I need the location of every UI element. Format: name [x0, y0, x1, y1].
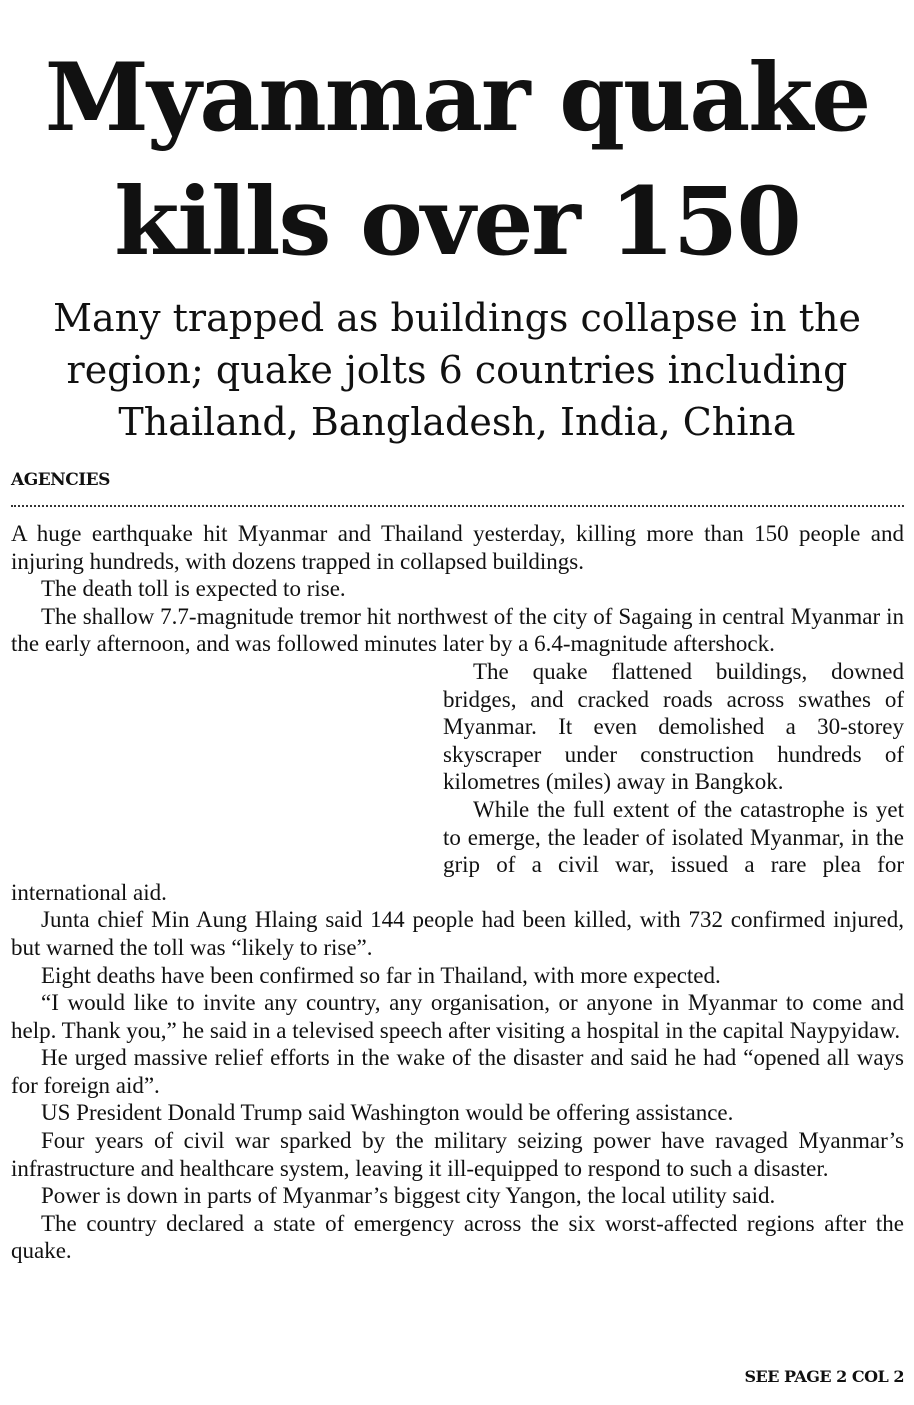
paragraph-13: The country declared a state of emergency across the six worst-affected regions after the quake.: [11, 1210, 904, 1264]
subheadline: [10, 292, 904, 448]
paragraph-10: US President Donald Trump said Washington would be offering assistance.: [41, 1100, 734, 1126]
headline-line-1: Myanmar quake: [44, 43, 870, 153]
headline: [10, 36, 904, 284]
headline-line-2: kills over 150: [114, 167, 800, 277]
paragraph-7: Eight deaths have been confirmed so far in Thailand, with more expected.: [41, 962, 721, 988]
dotted-divider: [11, 505, 904, 507]
paragraph-12: Power is down in parts of Myanmar’s biggest city Yangon, the local utility said.: [41, 1183, 776, 1209]
paragraph-3: [11, 603, 904, 658]
paragraph-5: While the full extent of the catastrophe is yet to emerge, the leader of isolated Myanmar, in the grip of a civil war, issued a rare plea for international aid.: [11, 796, 904, 905]
continuation-jump-link[interactable]: SEE PAGE 2 COL 2: [744, 1367, 904, 1386]
paragraph-2: The death toll is expected to rise.: [41, 576, 346, 602]
paragraph-11: Four years of civil war sparked by the military seizing power have ravaged Myanmar’s infrastructure and healthcare system, leaving it ill-equipped to respond to such a disaster.: [11, 1128, 904, 1181]
subheadline-line-3: Thailand, Bangladesh, India, China: [118, 400, 796, 444]
paragraph-1: A huge earthquake hit Myanmar and Thailand yesterday, killing more than 150 people and injuring hundreds, with dozens trapped in collapsed buildings.: [11, 521, 904, 574]
paragraph-9: He urged massive relief efforts in the wake of the disaster and said he had “opened all ways for foreign aid”.: [11, 1045, 904, 1098]
article-body: [11, 520, 904, 1265]
subheadline-line-2: region; quake jolts 6 countries including: [66, 348, 848, 392]
paragraph-8: “I would like to invite any country, any organisation, or anyone in Myanmar to come and help. Thank you,” he said in a televised speech after visiting a hospital in the capital Naypyidaw.: [11, 990, 904, 1043]
subheadline-line-1: Many trapped as buildings collapse in the: [53, 296, 861, 340]
byline: AGENCIES: [11, 470, 110, 490]
paragraph-6: Junta chief Min Aung Hlaing said 144 people had been killed, with 732 confirmed injured, but warned the toll was “likely to rise”.: [11, 907, 904, 960]
photo-placeholder: [11, 658, 441, 878]
paragraph-4: The quake flattened buildings, downed bridges, and cracked roads across swathes of Myanmar. It even demolished a 30-storey skyscraper under construction hundreds of kilometres (miles) away in Bangkok.: [443, 658, 904, 795]
paragraph-3-text: The shallow 7.7-magnitude tremor hit northwest of the city of Sagaing in central Myanmar in the early afternoon, and was followed minutes later by a 6.4-magnitude aftershock.: [11, 603, 904, 657]
